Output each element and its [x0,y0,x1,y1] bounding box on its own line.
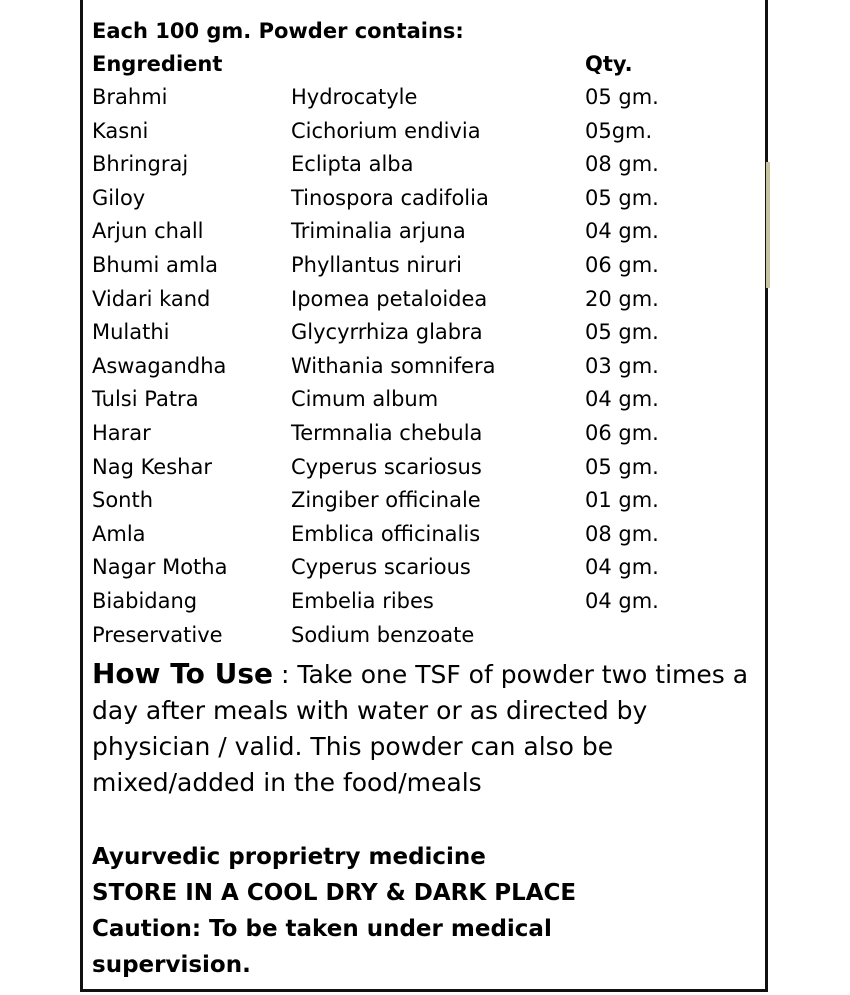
ingredient-qty: 04 gm. [585,555,659,580]
ingredient-botanical-name: Zingiber officinale [291,488,481,513]
ingredient-common-name: Nag Keshar [92,454,212,479]
ingredient-qty: 08 gm. [585,521,659,546]
header-botanical [291,48,585,81]
ingredient-qty: 05 gm. [585,85,659,109]
ingredient-qty: 05gm. [585,118,653,143]
ingredient-qty [585,619,705,653]
ingredient-botanical-name: Cyperus scarious [291,555,471,580]
ingredient-common-name: Brahmi [92,85,168,109]
ingredient-botanical-name: Cimum album [291,387,439,412]
table-header [92,48,752,81]
ingredient-common-name: Tulsi Patra [92,387,199,412]
ingredient-common-name: Preservative [92,622,223,647]
table-row [92,350,752,384]
header-qty: Qty. [585,52,633,76]
ingredient-botanical-name: Eclipta alba [291,152,414,177]
ingredient-botanical-name: Hydrocatyle [291,85,418,109]
table-row [92,551,752,585]
ingredient-botanical-name: Triminalia arjuna [291,219,466,244]
panel-edge-mark [766,162,770,288]
header-ingredient: Engredient [92,52,223,76]
ingredient-common-name: Harar [92,420,151,445]
note-line: supervision. [92,952,251,979]
ingredient-common-name: Bhumi amla [92,252,219,277]
table-row [92,283,752,317]
usage-paragraph [92,656,752,801]
ingredient-common-name: Aswagandha [92,353,227,378]
ingredient-qty: 05 gm. [585,454,659,479]
note-line: Ayurvedic proprietry medicine [92,844,486,871]
ingredient-common-name: Biabidang [92,588,198,613]
table-row [92,417,752,451]
ingredient-qty: 01 gm. [585,488,659,513]
ingredient-common-name: Mulathi [92,320,170,345]
table-row [92,215,752,249]
ingredient-common-name: Vidari kand [92,286,211,311]
ingredient-qty: 06 gm. [585,252,659,277]
ingredient-botanical-name: Tinospora cadifolia [291,185,489,210]
ingredient-common-name: Arjun chall [92,219,204,244]
ingredient-common-name: Amla [92,521,146,546]
ingredient-qty: 04 gm. [585,219,659,244]
intro-heading: Each 100 gm. Powder contains: [92,19,464,43]
ingredient-botanical-name: Emblica officinalis [291,521,481,546]
table-row [92,619,752,653]
table-row [92,585,752,619]
table-row [92,182,752,216]
ingredient-common-name: Bhringraj [92,152,189,177]
usage-text: Take one TSF of powder two times a day after meals with water or as directed by physician / valid. This powder can also be mixed/added in the food/meals [92,660,749,798]
ingredient-botanical-name: Sodium benzoate [291,622,475,647]
ingredient-botanical-name: Phyllantus niruri [291,252,462,277]
ingredient-botanical-name: Cyperus scariosus [291,454,482,479]
ingredient-common-name: Giloy [92,185,146,210]
note-line: STORE IN A COOL DRY & DARK PLACE [92,880,577,907]
ingredient-botanical-name: Ipomea petaloidea [291,286,488,311]
storage-notes [92,839,752,983]
note-line: Caution: To be taken under medical [92,916,552,943]
usage-separator: : [273,660,298,690]
ingredient-botanical-name: Embelia ribes [291,588,434,613]
table-row [92,249,752,283]
table-row [92,316,752,350]
table-row [92,451,752,485]
table-row [92,148,752,182]
table-row [92,383,752,417]
ingredient-qty: 06 gm. [585,420,659,445]
ingredient-common-name: Sonth [92,488,154,513]
ingredient-qty: 20 gm. [585,286,659,311]
table-row [92,484,752,518]
ingredient-qty: 04 gm. [585,387,659,412]
table-row [92,518,752,552]
table-row [92,115,752,149]
ingredient-botanical-name: Termnalia chebula [291,420,483,445]
ingredient-common-name: Kasni [92,118,149,143]
ingredient-qty: 05 gm. [585,320,659,345]
ingredient-botanical-name: Withania somnifera [291,353,496,378]
ingredient-qty: 04 gm. [585,588,659,613]
table-row [92,81,752,115]
ingredient-qty: 03 gm. [585,353,659,378]
usage-label: How To Use [92,657,274,691]
ingredient-botanical-name: Glycyrrhiza glabra [291,320,483,345]
ingredient-botanical-name: Cichorium endivia [291,118,481,143]
ingredient-common-name: Nagar Motha [92,555,228,580]
ingredient-qty: 08 gm. [585,152,659,177]
ingredient-qty: 05 gm. [585,185,659,210]
label-content [92,14,752,983]
